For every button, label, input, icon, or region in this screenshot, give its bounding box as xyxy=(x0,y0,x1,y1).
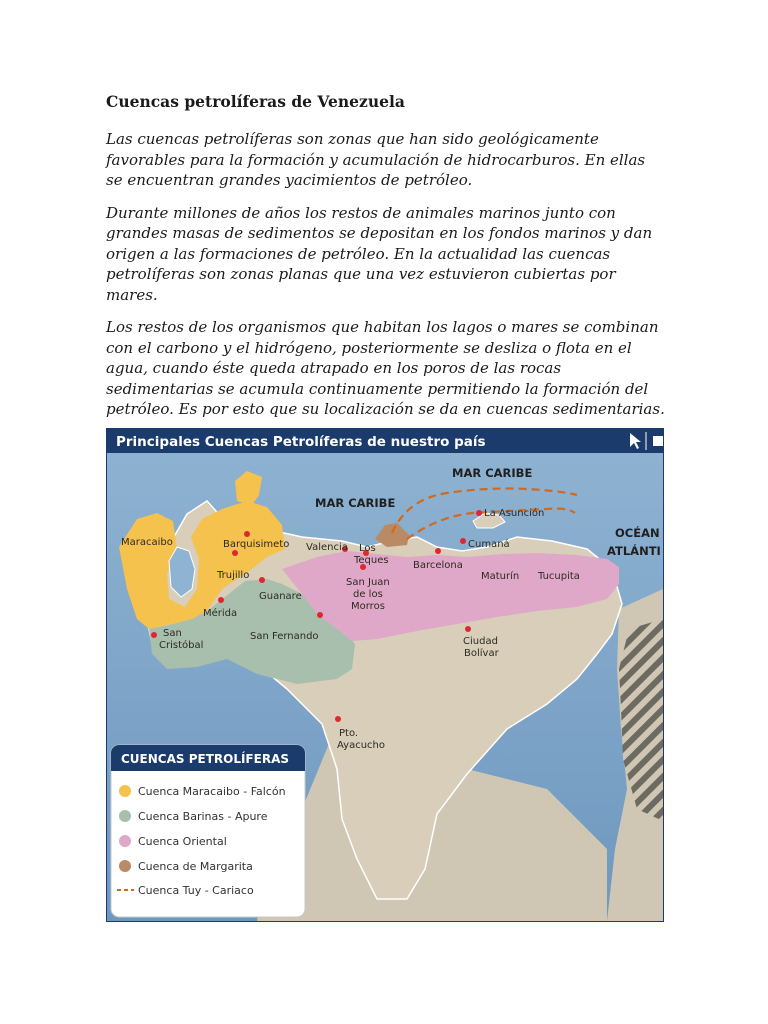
legend-title: CUENCAS PETROLÍFERAS xyxy=(121,752,289,766)
city-label-san-cristobal-1: San xyxy=(163,628,182,639)
city-label-cumana: Cumaná xyxy=(468,539,510,550)
city-label-maracaibo: Maracaibo xyxy=(121,537,173,548)
legend-swatch-oriental xyxy=(119,835,131,847)
document-body xyxy=(106,92,666,432)
paragraph-1: Las cuencas petrolíferas son zonas que han sido geológicamente favorables para la formación y acumulación de hidrocarburos. En ellas se encuentran grandes yacimientos de petróleo. xyxy=(106,130,646,189)
sea-label-atlantico: ATLÁNTI xyxy=(607,544,661,558)
city-label-los-teques-2: Teques xyxy=(354,555,389,566)
city-label-los-teques-1: Los xyxy=(359,543,376,554)
sea-label-oceano: OCÉAN xyxy=(615,526,660,540)
legend-label-margarita: Cuenca de Margarita xyxy=(138,860,253,873)
sea-label-mar-caribe-west: MAR CARIBE xyxy=(315,496,396,510)
city-label-tucupita: Tucupita xyxy=(538,571,580,582)
map-title: Principales Cuencas Petrolíferas de nuestro país xyxy=(116,434,486,450)
city-label-ciudad-bolivar-1: Ciudad xyxy=(463,636,498,647)
legend-label-barinas-apure: Cuenca Barinas - Apure xyxy=(138,810,268,823)
city-dot-barcelona xyxy=(435,548,441,554)
city-dot-san-fernando xyxy=(317,612,323,618)
document-title: Cuencas petrolíferas de Venezuela xyxy=(106,92,405,111)
legend-label-tuy-cariaco: Cuenca Tuy - Cariaco xyxy=(138,884,254,897)
city-label-san-juan-3: Morros xyxy=(351,601,385,612)
city-dot-merida xyxy=(218,597,224,603)
city-label-pto-ayacucho-2: Ayacucho xyxy=(337,740,385,751)
city-dot-pto-ayacucho xyxy=(335,716,341,722)
city-dot-cumana xyxy=(460,538,466,544)
sea-label-mar-caribe-east: MAR CARIBE xyxy=(452,466,533,480)
city-dot-la-asuncion xyxy=(476,510,482,516)
city-label-pto-ayacucho-1: Pto. xyxy=(339,728,359,739)
legend-swatch-maracaibo-falcon xyxy=(119,785,131,797)
city-label-merida: Mérida xyxy=(203,608,238,619)
city-label-la-asuncion: La Asunción xyxy=(484,508,545,519)
city-label-valencia: Valencia xyxy=(306,542,348,553)
city-dot-san-cristobal xyxy=(151,632,157,638)
paragraph-3: Los restos de los organismos que habitan los lagos o mares se combinan con el carbono y el hidrógeno, posteriormente se desliza o flota en el agua, cuando éste queda atrapado en los poros de las rocas sedimentarias se acumula continuamente permitiendo la formación del petróleo. Es por esto que su localización se da en cuencas sedimentarias. xyxy=(106,318,665,418)
city-dot-barquisimeto xyxy=(244,531,250,537)
legend-swatch-barinas-apure xyxy=(119,810,131,822)
city-dot-trujillo xyxy=(232,550,238,556)
print-icon[interactable] xyxy=(653,436,663,446)
city-dot-ciudad-bolivar xyxy=(465,626,471,632)
city-label-san-juan-1: San Juan xyxy=(346,577,390,588)
city-label-san-cristobal-2: Cristóbal xyxy=(159,640,204,651)
city-label-barcelona: Barcelona xyxy=(413,560,463,571)
legend-label-oriental: Cuenca Oriental xyxy=(138,835,227,848)
legend xyxy=(111,745,305,917)
city-dot-guanare xyxy=(259,577,265,583)
city-label-guanare: Guanare xyxy=(259,591,302,602)
oil-basins-map xyxy=(106,428,664,922)
legend-swatch-margarita xyxy=(119,860,131,872)
paragraph-2: Durante millones de años los restos de animales marinos junto con grandes masas de sedimentos se depositan en los fondos marinos y dan origen a las formaciones de petróleo. En la actualidad las cuencas petrolíferas son zonas planas que una vez estuvieron cubiertas por mares. xyxy=(106,203,653,304)
city-label-ciudad-bolivar-2: Bolívar xyxy=(464,648,499,659)
city-label-san-fernando: San Fernando xyxy=(250,631,319,642)
legend-label-maracaibo-falcon: Cuenca Maracaibo - Falcón xyxy=(138,785,286,798)
city-label-san-juan-2: de los xyxy=(353,589,383,600)
city-label-maturin: Maturín xyxy=(481,571,520,582)
city-label-trujillo: Trujillo xyxy=(217,570,250,581)
city-label-barquisimeto: Barquisimeto xyxy=(223,539,290,550)
